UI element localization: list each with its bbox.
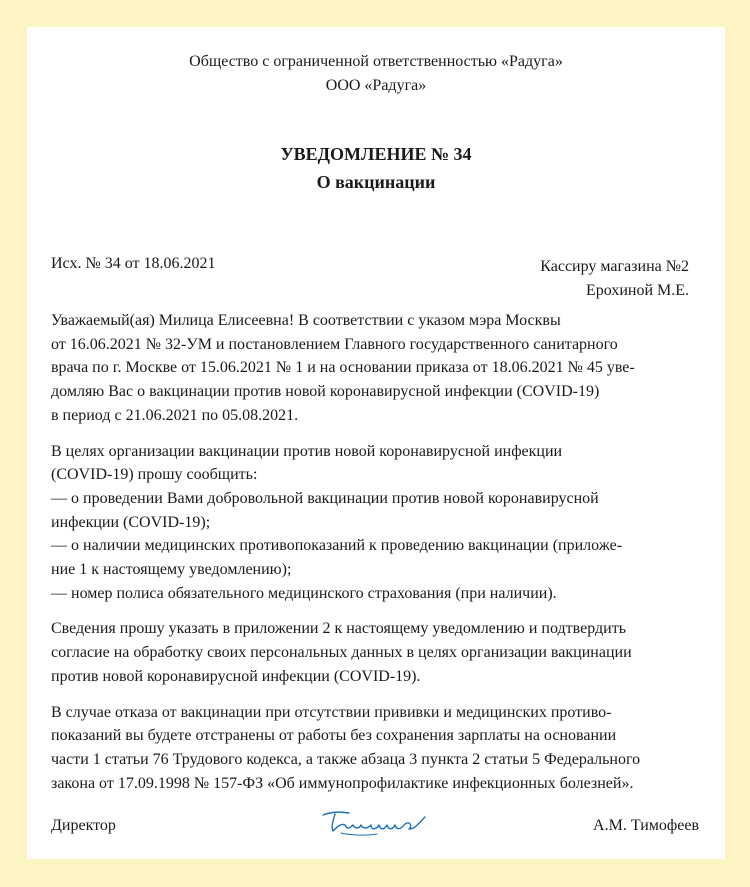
paragraph-line: ние 1 к настоящему уведомлению); xyxy=(51,561,292,579)
outgoing-number: Исх. № 34 от 18.06.2021 xyxy=(51,255,216,272)
paragraph-line: — номер полиса обязательного медицинского страхования (при наличии). xyxy=(51,584,557,602)
handwritten-signature xyxy=(319,807,429,841)
paragraph-line: в период с 21.06.2021 по 05.08.2021. xyxy=(51,406,299,424)
body-paragraph xyxy=(51,440,701,606)
body-paragraph xyxy=(51,617,701,688)
organization-short-name: ООО «Радуга» xyxy=(325,77,427,94)
body-paragraph xyxy=(51,309,701,428)
paragraph-line: части 1 статьи 76 Трудового кодекса, а также абзаца 3 пункта 2 статьи 5 Федерального xyxy=(51,750,641,768)
paragraph-line: закона от 17.09.1998 № 157-ФЗ «Об иммунопрофилактике инфекционных болезней». xyxy=(51,774,634,792)
paragraph-line: Сведения прошу указать в приложении 2 к настоящему уведомлению и подтвердить xyxy=(51,620,626,638)
addressee-name: Ерохиной М.Е. xyxy=(585,282,689,299)
organization-full-name: Общество с ограниченной ответственностью «Радуга» xyxy=(189,53,563,70)
paragraph-line: — о проведении Вами добровольной вакцинации против новой коронавирусной xyxy=(51,489,599,507)
addressee-block xyxy=(540,255,689,303)
document-page xyxy=(27,27,725,859)
paragraph-line: Уважаемый(ая) Милица Елисеевна! В соответствии с указом мэра Москвы xyxy=(51,312,561,329)
paragraph-line: (COVID-19) прошу сообщить: xyxy=(51,466,258,484)
paragraph-line: домляю Вас о вакцинации против новой коронавирусной инфекции (COVID-19) xyxy=(51,383,600,401)
notice-body xyxy=(51,309,701,807)
signatory-role: Директор xyxy=(51,817,116,834)
paragraph-line: В случае отказа от вакцинации при отсутствии прививки и медицинских противо- xyxy=(51,703,612,721)
paragraph-line: В целях организации вакцинации против новой коронавирусной инфекции xyxy=(51,442,563,460)
paragraph-line: согласие на обработку своих персональных данных в целях организации вакцинации xyxy=(51,644,632,662)
paragraph-line: врача по г. Москве от 15.06.2021 № 1 и на основании приказа от 18.06.2021 № 45 уве- xyxy=(51,359,635,377)
paragraph-line: — о наличии медицинских противопоказаний к проведению вакцинации (приложе- xyxy=(51,537,623,555)
addressee-position: Кассиру магазина №2 xyxy=(540,258,689,275)
document-subject: О вакцинации xyxy=(316,172,436,192)
paragraph-line: инфекции (COVID-19); xyxy=(51,513,211,531)
paragraph-line: показаний вы будете отстранены от работы без сохранения зарплаты на основании xyxy=(51,727,617,745)
paragraph-line: против новой коронавирусной инфекции (COVID-19). xyxy=(51,667,421,685)
signatory-name: А.М. Тимофеев xyxy=(593,817,699,834)
paragraph-line: от 16.06.2021 № 32-УМ и постановлением Главного государственного санитарного xyxy=(51,335,618,353)
document-title: УВЕДОМЛЕНИЕ № 34 xyxy=(280,144,472,164)
body-paragraph xyxy=(51,701,701,796)
